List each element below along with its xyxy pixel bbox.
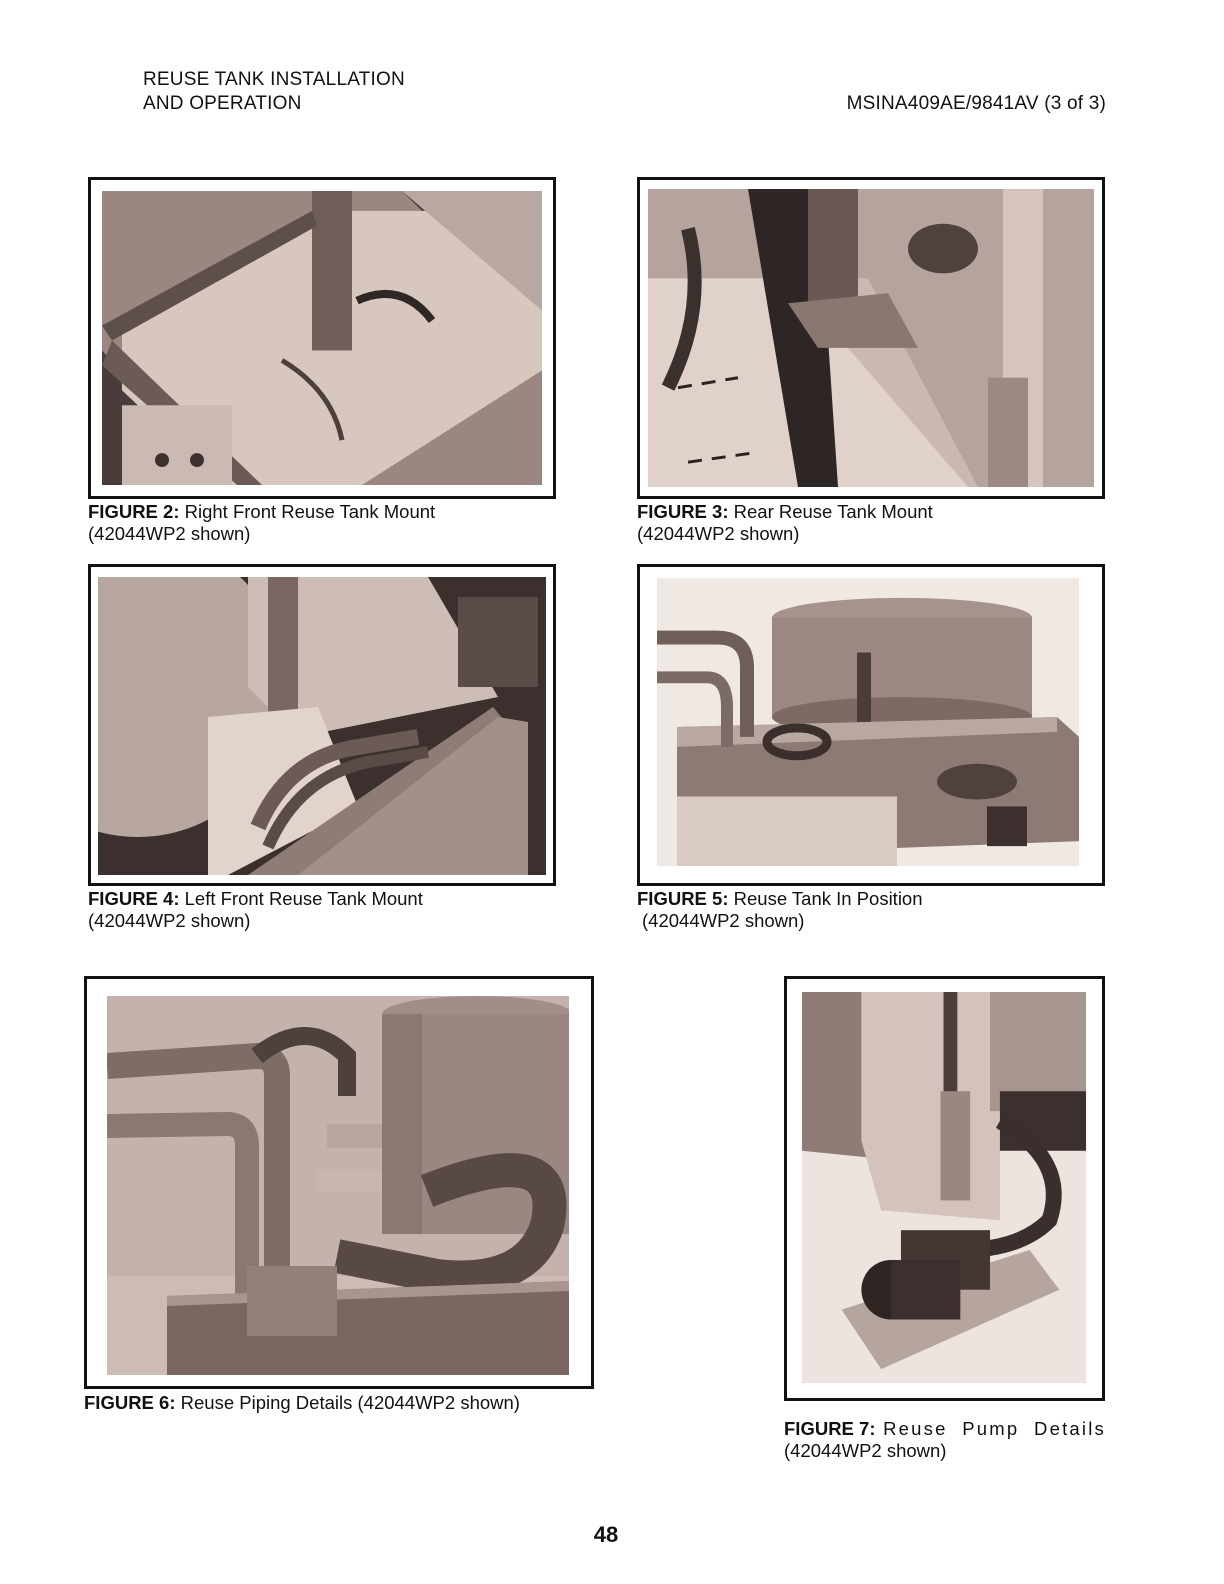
figure-4-caption (88, 888, 423, 932)
page-number: 48 (593, 1522, 619, 1547)
figure-2-photo (102, 191, 542, 485)
figure-6-frame (84, 976, 594, 1389)
figure-3-model: (42044WP2 shown) (637, 523, 800, 544)
figure-2-caption (88, 501, 435, 545)
figure-2-label: FIGURE 2: (88, 501, 180, 522)
figure-2-title: Right Front Reuse Tank Mount (184, 501, 436, 522)
figure-5-label: FIGURE 5: (637, 888, 729, 909)
figure-7-caption (784, 1418, 1106, 1462)
figure-3-photo (648, 189, 1094, 487)
figure-5-frame (637, 564, 1105, 886)
figure-3-caption (637, 501, 933, 545)
figure-4-title: Left Front Reuse Tank Mount (184, 888, 423, 909)
figure-5-title: Reuse Tank In Position (733, 888, 923, 909)
figure-4-label: FIGURE 4: (88, 888, 180, 909)
figure-5-photo (657, 578, 1079, 866)
figure-3-title: Rear Reuse Tank Mount (733, 501, 933, 522)
figure-7-frame (784, 976, 1105, 1401)
figure-7-label: FIGURE 7: (784, 1418, 876, 1439)
figure-7-title: Reuse Pump Details (883, 1418, 1106, 1439)
figure-4-frame (88, 564, 556, 886)
figure-7-model: (42044WP2 shown) (784, 1440, 947, 1461)
section-title-line-1: REUSE TANK INSTALLATION (143, 69, 405, 90)
figure-3-frame (637, 177, 1105, 499)
figure-5-caption (637, 888, 923, 932)
section-title-line-2: AND OPERATION (143, 93, 302, 114)
figure-6-title: Reuse Piping Details (42044WP2 shown) (180, 1392, 520, 1413)
figure-2-model: (42044WP2 shown) (88, 523, 251, 544)
figure-5-model: (42044WP2 shown) (642, 910, 805, 931)
document-section-title (143, 68, 405, 116)
figure-7-photo (802, 992, 1086, 1383)
document-code: MSINA409AE/9841AV (3 of 3) (846, 93, 1106, 114)
figure-4-model: (42044WP2 shown) (88, 910, 251, 931)
figure-6-photo (107, 996, 569, 1375)
figure-2-frame (88, 177, 556, 499)
figure-4-photo (98, 577, 546, 875)
figure-3-label: FIGURE 3: (637, 501, 729, 522)
figure-6-label: FIGURE 6: (84, 1392, 176, 1413)
figure-6-caption (84, 1392, 520, 1414)
